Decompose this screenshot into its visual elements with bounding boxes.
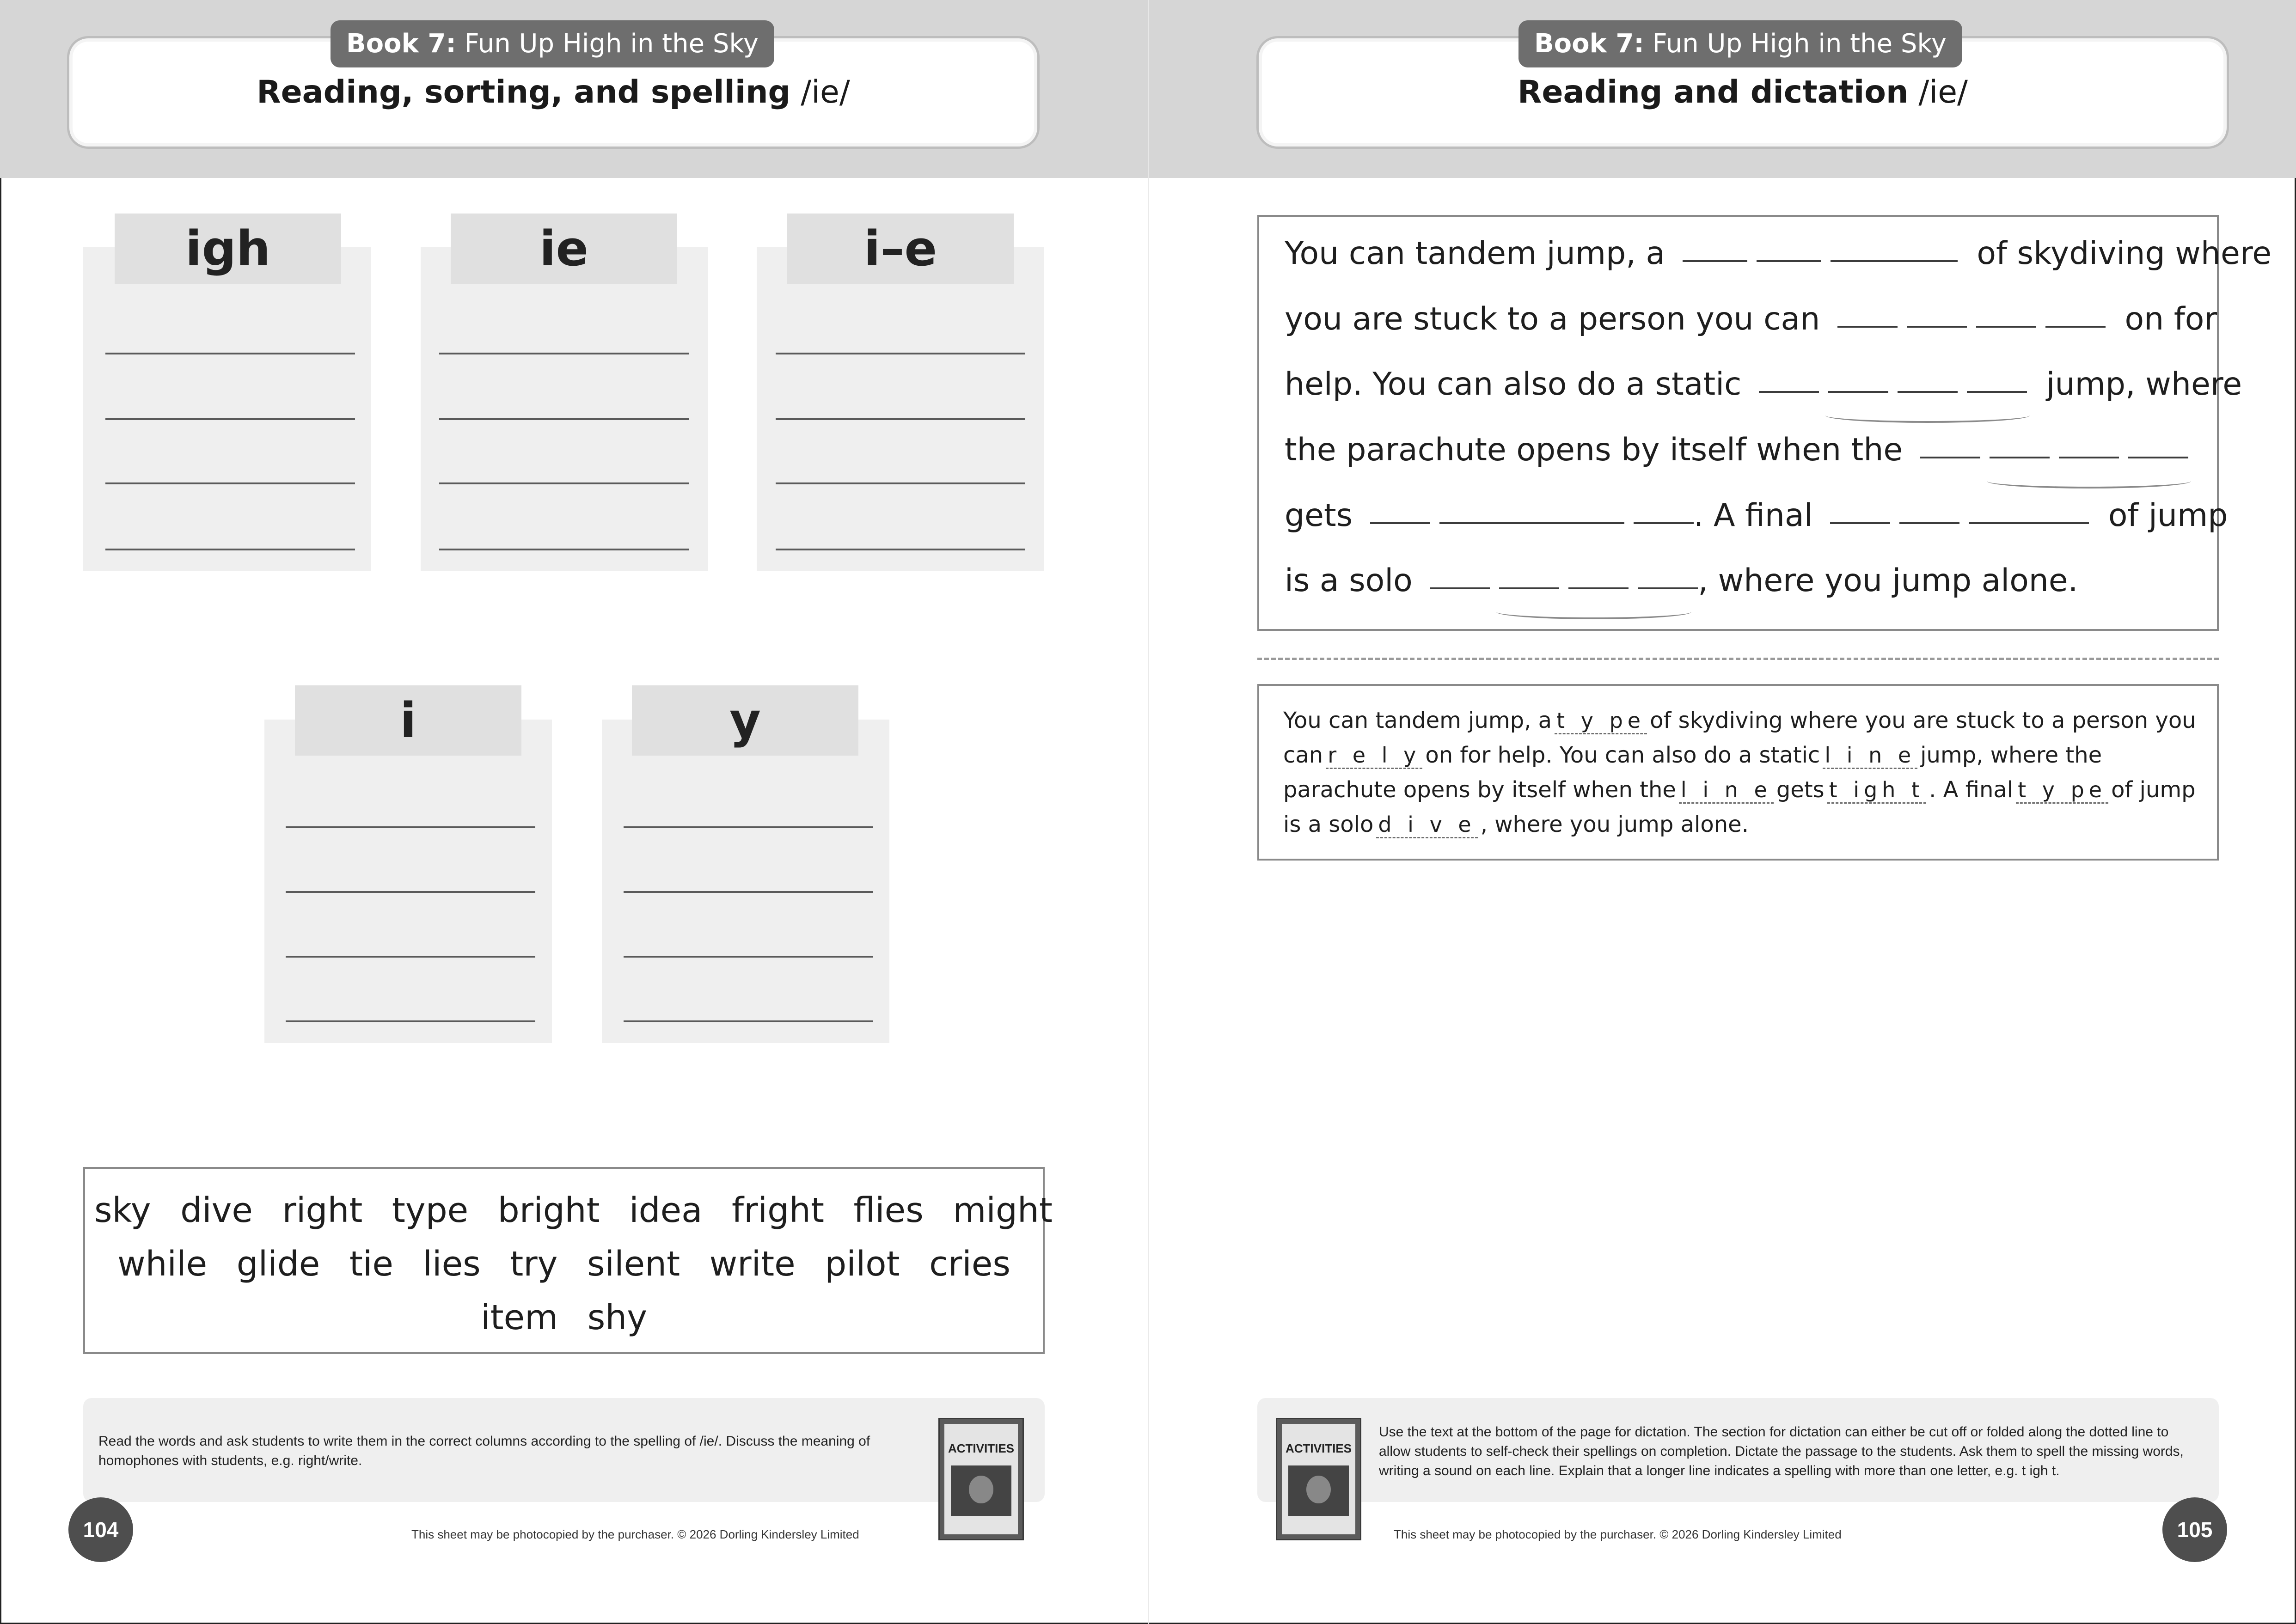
book-cover-photo (951, 1465, 1011, 1516)
passage-text: help. You can also do a static (1285, 366, 1742, 403)
fold-cut-dotted-line (1257, 658, 2219, 660)
writing-line[interactable] (439, 353, 689, 354)
word: try (510, 1244, 558, 1284)
sound-blank[interactable] (1439, 522, 1624, 524)
answer-text: of skydiving where you are stuck to a person you can (1283, 708, 2196, 768)
left-book-label: Book 7: (346, 29, 456, 59)
writing-line[interactable] (286, 956, 535, 958)
column-label-igh: igh (115, 214, 341, 284)
sound-blank[interactable] (1683, 260, 1747, 262)
sound-blank[interactable] (1828, 391, 1888, 393)
word: shy (587, 1298, 647, 1337)
sound-blank[interactable] (1568, 587, 1629, 589)
sound-blank[interactable] (1759, 391, 1819, 393)
word: write (709, 1244, 796, 1284)
left-footer: This sheet may be photocopied by the purchaser. © 2026 Dorling Kindersley Limited (411, 1527, 859, 1541)
writing-line[interactable] (286, 891, 535, 893)
left-page-title (73, 74, 1034, 110)
column-card-i-e (757, 247, 1044, 571)
right-teacher-note: Use the text at the bottom of the page for dictation. The section for dictation can either be cut off or folded along the dotted line to allow students to self-check their spellings on completion. Dictate the passage to the students. Ask them to spell the missing words, writing a sound on each line. Explain that a longer line indicates a spelling with more than one letter, e.g. t igh t. (1379, 1424, 2184, 1478)
word: lies (422, 1244, 481, 1284)
writing-line[interactable] (776, 549, 1025, 550)
word: might (953, 1191, 1053, 1230)
split-digraph-arc (1499, 562, 1698, 599)
passage-text: jump, where (2046, 366, 2242, 403)
sound-blank[interactable] (1920, 457, 1980, 458)
column-label-i: i (295, 685, 521, 756)
answer-text: of jump is a solo (1283, 777, 2196, 837)
column-label-i-e: i–e (787, 214, 1014, 284)
word-bank-row (85, 1184, 1053, 1237)
word: pilot (825, 1244, 900, 1284)
column-card-y (602, 720, 889, 1043)
sound-blank[interactable] (1638, 587, 1698, 589)
answer-word: t igh t (1827, 777, 1926, 804)
left-book-title: Fun Up High in the Sky (464, 29, 759, 59)
passage-text: gets (1285, 497, 1353, 534)
sound-blank[interactable] (2045, 326, 2106, 328)
passage-text: the parachute opens by itself when the (1285, 432, 1903, 468)
sound-blank[interactable] (1969, 522, 2089, 524)
passage-text: you are stuck to a person you can (1285, 301, 1820, 337)
sound-blank[interactable] (2059, 457, 2119, 458)
right-phoneme: /ie/ (1918, 74, 1968, 110)
writing-line[interactable] (105, 418, 355, 420)
writing-line[interactable] (624, 826, 873, 828)
passage-line (1285, 432, 2198, 468)
word: item (481, 1298, 558, 1337)
word: bright (497, 1191, 600, 1230)
split-digraph-arc (1990, 432, 2198, 468)
passage-line (1285, 301, 2217, 337)
sound-blank[interactable] (1990, 457, 2050, 458)
right-title-text: Reading and dictation (1518, 74, 1909, 110)
writing-line[interactable] (624, 1020, 873, 1022)
column-label-y: y (632, 685, 858, 756)
passage-text: of jump (2108, 497, 2228, 534)
word: while (117, 1244, 208, 1284)
sound-blank[interactable] (1757, 260, 1821, 262)
passage-text: , where you jump alone. (1698, 562, 2078, 599)
column-card-ie (421, 247, 708, 571)
answer-word: l i n e (1679, 777, 1774, 804)
passage-text: of skydiving where (1977, 235, 2272, 272)
word: silent (587, 1244, 680, 1284)
answer-text: on for help. You can also do a static (1425, 742, 1820, 768)
answer-word: t y pe (2016, 777, 2108, 804)
passage-line (1285, 497, 2228, 534)
writing-line[interactable] (439, 418, 689, 420)
answer-key-box (1257, 684, 2219, 861)
word: type (392, 1191, 469, 1230)
answer-word: r e l y (1326, 743, 1422, 769)
word: idea (629, 1191, 703, 1230)
left-phoneme: /ie/ (801, 74, 850, 110)
right-book-label: Book 7: (1534, 29, 1644, 59)
word: fright (732, 1191, 824, 1230)
word: glide (236, 1244, 320, 1284)
word-bank-row (85, 1291, 1043, 1344)
passage-line (1285, 562, 2078, 599)
writing-line[interactable] (624, 891, 873, 893)
left-book-cover-thumbnail (938, 1418, 1024, 1540)
sound-blank[interactable] (1898, 391, 1958, 393)
word-bank (83, 1167, 1053, 1354)
book-cover-title: ACTIVITIES (1285, 1441, 1352, 1455)
passage-line (1285, 366, 2242, 403)
page-gutter (1148, 0, 1149, 1624)
left-book-tab (331, 20, 774, 67)
left-page-number: 104 (68, 1497, 133, 1562)
column-card-i (264, 720, 552, 1043)
answer-text: , where you jump alone. (1480, 812, 1749, 837)
sound-blank[interactable] (1830, 522, 1890, 524)
answer-word: d i v e (1376, 812, 1477, 838)
book-cover-title: ACTIVITIES (948, 1441, 1014, 1455)
left-teacher-note: Read the words and ask students to write them in the correct columns according to the spelling of /ie/. Discuss the meaning of homophones with students, e.g. right/write. (98, 1434, 870, 1468)
writing-line[interactable] (105, 482, 355, 484)
writing-line[interactable] (776, 353, 1025, 354)
sound-blank[interactable] (1831, 260, 1958, 262)
left-title-text: Reading, sorting, and spelling (257, 74, 791, 110)
passage-text: is a solo (1285, 562, 1413, 599)
book-cover-photo (1288, 1465, 1349, 1516)
sound-blank[interactable] (1899, 522, 1959, 524)
sound-blank[interactable] (1976, 326, 2036, 328)
writing-line[interactable] (776, 418, 1025, 420)
word-bank-row (85, 1237, 1043, 1291)
word: sky (94, 1191, 151, 1230)
sound-blank[interactable] (1370, 522, 1430, 524)
answer-text: You can tandem jump, a (1283, 708, 1552, 733)
answer-text: . A final (1929, 777, 2014, 803)
book-cover-inner (944, 1424, 1018, 1534)
sound-blank[interactable] (1907, 326, 1967, 328)
answer-text: gets (1776, 777, 1825, 803)
dictation-passage (1257, 215, 2272, 631)
writing-line[interactable] (776, 482, 1025, 484)
writing-line[interactable] (624, 956, 873, 958)
column-label-ie: ie (451, 214, 677, 284)
sound-blank[interactable] (2128, 457, 2188, 458)
word: dive (180, 1191, 253, 1230)
writing-line[interactable] (105, 549, 355, 550)
right-page-number: 105 (2162, 1497, 2227, 1562)
split-digraph-arc (1828, 366, 2036, 403)
passage-text: on for (2125, 301, 2217, 337)
column-card-igh (83, 247, 371, 571)
sound-blank[interactable] (1499, 587, 1559, 589)
passage-text: . A final (1693, 497, 1813, 534)
sound-blank[interactable] (1634, 522, 1694, 524)
writing-line[interactable] (286, 826, 535, 828)
right-book-title: Fun Up High in the Sky (1652, 29, 1947, 59)
writing-line[interactable] (439, 549, 689, 550)
passage-line (1285, 235, 2272, 272)
answer-word: t y pe (1555, 708, 1647, 734)
writing-line[interactable] (286, 1020, 535, 1022)
word: cries (929, 1244, 1010, 1284)
passage-text: You can tandem jump, a (1285, 235, 1665, 272)
right-page-title (1262, 74, 2223, 110)
sound-blank[interactable] (1837, 326, 1898, 328)
word: tie (349, 1244, 393, 1284)
writing-line[interactable] (439, 482, 689, 484)
sound-blank[interactable] (1430, 587, 1490, 589)
writing-line[interactable] (105, 353, 355, 354)
sound-blank[interactable] (1967, 391, 2027, 393)
word: flies (853, 1191, 924, 1230)
answer-word: l i n e (1823, 743, 1917, 769)
right-book-tab (1518, 20, 1962, 67)
answer-key-text (1283, 703, 2198, 842)
answer-text: jump, where the parachute opens by itself when the (1283, 742, 2102, 803)
right-book-cover-thumbnail (1276, 1418, 1361, 1540)
right-footer: This sheet may be photocopied by the purchaser. © 2026 Dorling Kindersley Limited (1394, 1527, 1842, 1541)
word: right (282, 1191, 363, 1230)
book-cover-inner (1282, 1424, 1355, 1534)
